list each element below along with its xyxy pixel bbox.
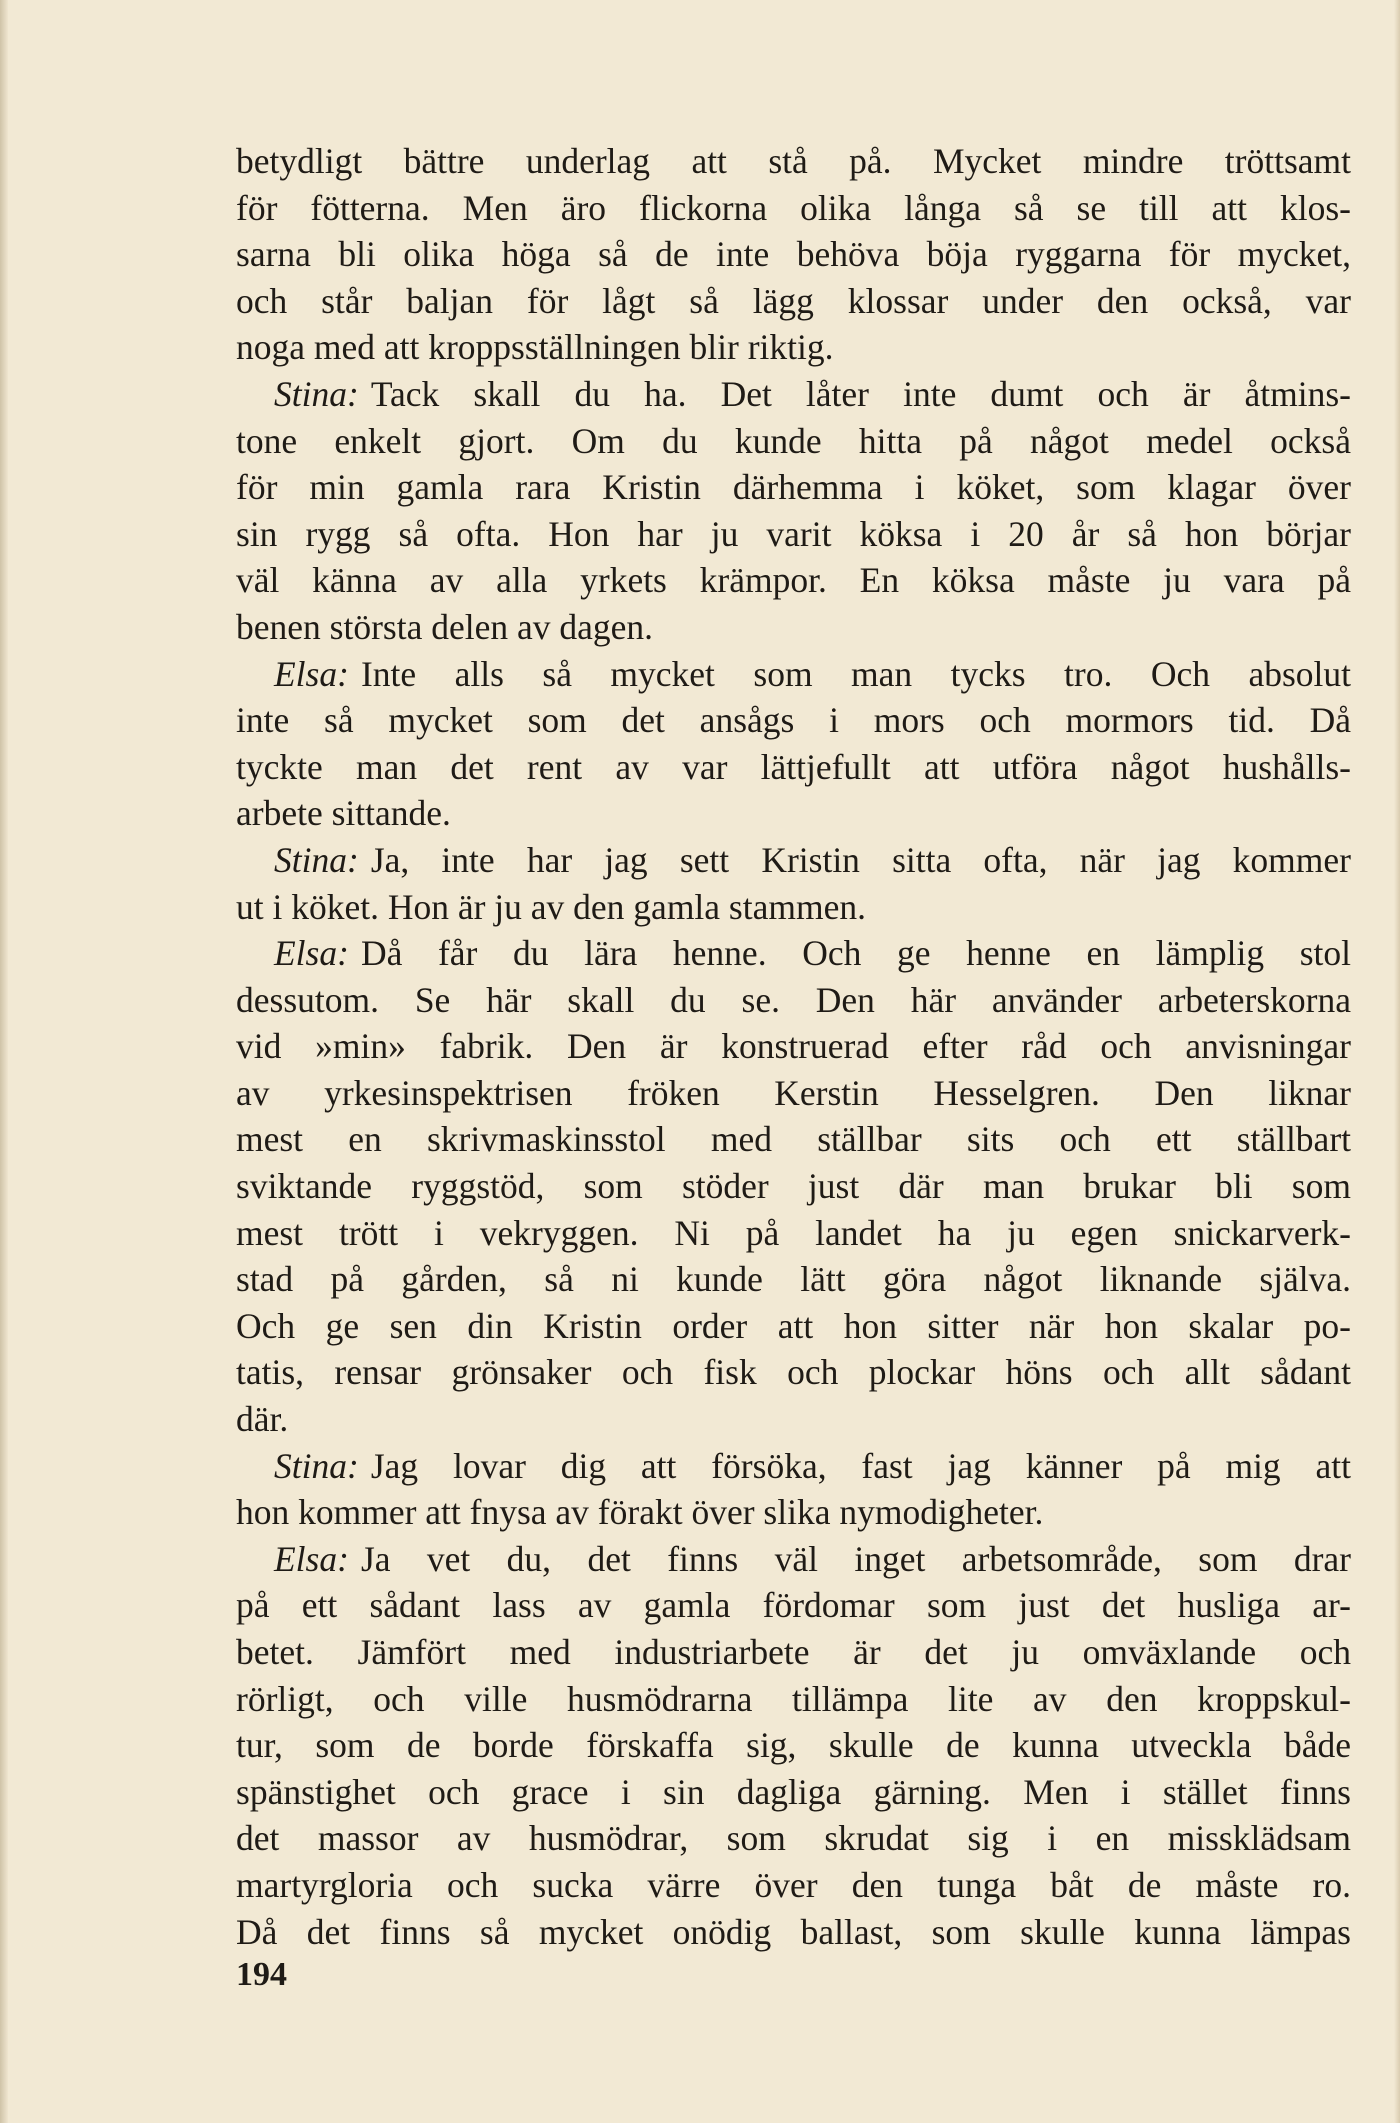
text-line xyxy=(236,1023,1351,1070)
line-text: och står baljan för lågt så lägg klossar under den också, var xyxy=(236,280,1351,321)
line-text: för fötterna. Men äro flickorna olika långa så se till att klos- xyxy=(236,187,1351,228)
text-line xyxy=(236,231,1351,278)
line-text: Inte alls så mycket som man tycks tro. Och absolut xyxy=(360,653,1351,694)
line-text: hon kommer att fnysa av förakt över slika nymodigheter. xyxy=(236,1492,1044,1533)
text-line xyxy=(236,1489,1351,1536)
text-line xyxy=(236,464,1351,511)
line-text: inte så mycket som det ansågs i mors och mormors tid. Då xyxy=(236,700,1351,741)
text-line xyxy=(236,744,1351,791)
line-text: tatis, rensar grönsaker och fisk och plockar höns och allt sådant xyxy=(236,1352,1351,1393)
text-line xyxy=(236,557,1351,604)
dialogue-line xyxy=(236,1536,1351,1583)
text-line xyxy=(236,1256,1351,1303)
line-text: martyrgloria och sucka värre över den tunga båt de måste ro. xyxy=(236,1864,1351,1905)
line-text: Och ge sen din Kristin order att hon sitter när hon skalar po- xyxy=(236,1305,1351,1346)
text-line xyxy=(236,1070,1351,1117)
line-text: arbete sittande. xyxy=(236,793,451,834)
line-text: mest trött i vekryggen. Ni på landet ha ju egen snickarverk- xyxy=(236,1212,1351,1253)
speaker-label: Stina: xyxy=(274,839,359,880)
line-text: tur, som de borde förskaffa sig, skulle de kunna utveckla både xyxy=(236,1725,1351,1766)
text-line xyxy=(236,1303,1351,1350)
text-line xyxy=(236,418,1351,465)
text-line xyxy=(236,1582,1351,1629)
line-text: där. xyxy=(236,1399,289,1440)
text-line xyxy=(236,1862,1351,1909)
line-text: av yrkesinspektrisen fröken Kerstin Hesselgren. Den liknar xyxy=(236,1072,1351,1113)
text-line xyxy=(236,138,1351,185)
page-number: 194 xyxy=(236,1956,287,1993)
line-text: väl känna av alla yrkets krämpor. En köksa måste ju vara på xyxy=(236,560,1351,601)
line-text: det massor av husmödrar, som skrudat sig i en missklädsam xyxy=(236,1818,1351,1859)
line-text: dessutom. Se här skall du se. Den här använder arbeterskorna xyxy=(236,979,1351,1020)
dialogue-line xyxy=(236,1443,1351,1490)
text-line xyxy=(236,1116,1351,1163)
body-text xyxy=(236,138,1351,1955)
line-text: sviktande ryggstöd, som stöder just där man brukar bli som xyxy=(236,1166,1351,1207)
page-right-edge xyxy=(1394,0,1400,2123)
speaker-label: Stina: xyxy=(274,1445,359,1486)
text-line xyxy=(236,884,1351,931)
line-text: noga med att kroppsställningen blir riktig. xyxy=(236,327,834,368)
page-left-edge xyxy=(0,0,8,2123)
dialogue-line xyxy=(236,837,1351,884)
line-text: rörligt, och ville husmödrarna tillämpa lite av den kroppskul- xyxy=(236,1678,1351,1719)
line-text: tone enkelt gjort. Om du kunde hitta på något medel också xyxy=(236,420,1351,461)
text-line xyxy=(236,1396,1351,1443)
text-line xyxy=(236,790,1351,837)
dialogue-line xyxy=(236,651,1351,698)
line-text: tyckte man det rent av var lättjefullt att utföra något hushålls- xyxy=(236,746,1351,787)
text-line xyxy=(236,1815,1351,1862)
text-line xyxy=(236,1629,1351,1676)
line-text: sin rygg så ofta. Hon har ju varit köksa i 20 år så hon börjar xyxy=(236,513,1351,554)
text-line xyxy=(236,604,1351,651)
line-text: stad på gården, så ni kunde lätt göra något liknande själva. xyxy=(236,1259,1351,1300)
text-line xyxy=(236,1163,1351,1210)
text-line xyxy=(236,278,1351,325)
line-text: vid »min» fabrik. Den är konstruerad efter råd och anvisningar xyxy=(236,1026,1351,1067)
line-text: spänstighet och grace i sin dagliga gärning. Men i stället finns xyxy=(236,1771,1351,1812)
line-text: Då får du lära henne. Och ge henne en lämplig stol xyxy=(360,933,1351,974)
line-text: ut i köket. Hon är ju av den gamla stammen. xyxy=(236,886,866,927)
line-text: Ja vet du, det finns väl inget arbetsområde, som drar xyxy=(360,1538,1351,1579)
line-text: betydligt bättre underlag att stå på. Mycket mindre tröttsamt xyxy=(236,141,1351,181)
text-line xyxy=(236,697,1351,744)
text-line xyxy=(236,185,1351,232)
line-text: benen största delen av dagen. xyxy=(236,606,653,647)
text-line xyxy=(236,324,1351,371)
text-line xyxy=(236,1676,1351,1723)
speaker-label: Elsa: xyxy=(274,653,349,694)
text-line xyxy=(236,1349,1351,1396)
speaker-label: Stina: xyxy=(274,373,359,414)
text-line xyxy=(236,1909,1351,1956)
text-line xyxy=(236,1722,1351,1769)
text-line xyxy=(236,511,1351,558)
dialogue-line xyxy=(236,371,1351,418)
line-text: betet. Jämfört med industriarbete är det ju omväxlande och xyxy=(236,1632,1351,1672)
speaker-label: Elsa: xyxy=(274,1538,349,1579)
line-text: Då det finns så mycket onödig ballast, som skulle kunna lämpas xyxy=(236,1911,1351,1952)
line-text: sarna bli olika höga så de inte behöva böja ryggarna för mycket, xyxy=(236,234,1351,275)
line-text: mest en skrivmaskinsstol med ställbar sits och ett ställbart xyxy=(236,1119,1351,1160)
dialogue-line xyxy=(236,930,1351,977)
text-line xyxy=(236,1769,1351,1816)
line-text: på ett sådant lass av gamla fördomar som just det husliga ar- xyxy=(236,1585,1351,1626)
speaker-label: Elsa: xyxy=(274,933,349,974)
text-line xyxy=(236,977,1351,1024)
line-text: för min gamla rara Kristin därhemma i köket, som klagar över xyxy=(236,467,1351,508)
line-text: Tack skall du ha. Det låter inte dumt och är åtmins- xyxy=(370,373,1351,414)
text-line xyxy=(236,1210,1351,1257)
line-text: Jag lovar dig att försöka, fast jag känner på mig att xyxy=(370,1445,1351,1486)
line-text: Ja, inte har jag sett Kristin sitta ofta, när jag kommer xyxy=(370,839,1351,880)
